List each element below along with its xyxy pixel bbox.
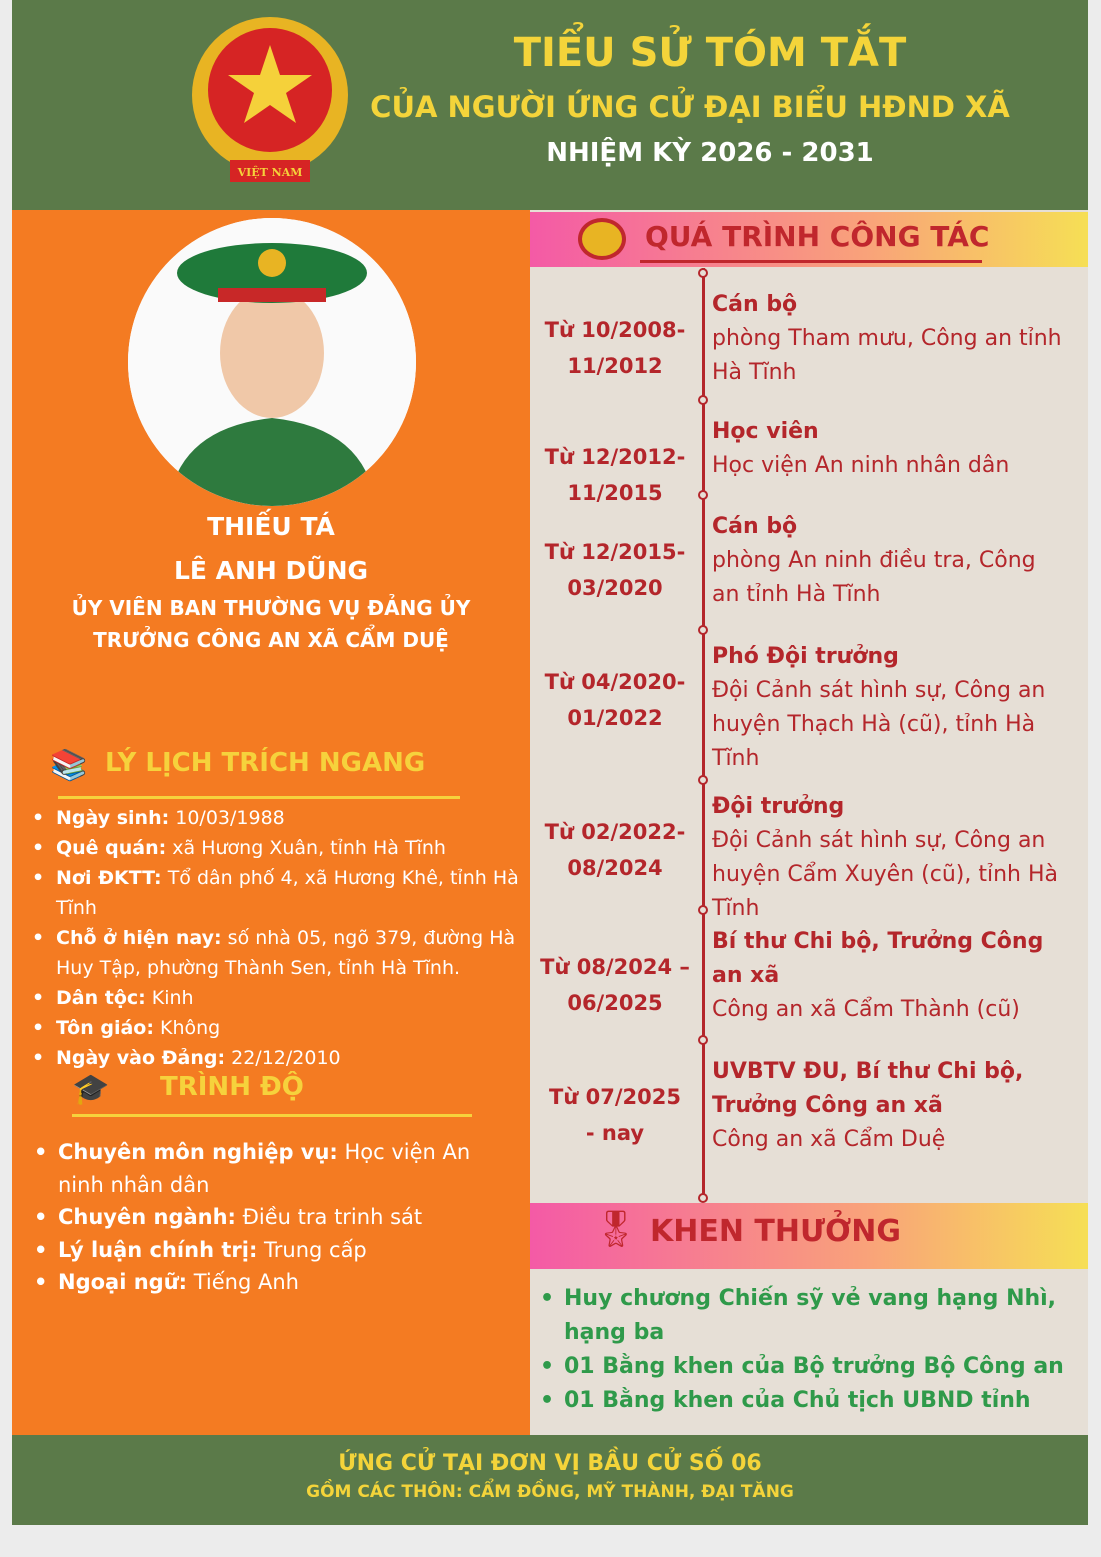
timeline-dot: [698, 775, 708, 785]
item-value: 10/03/1988: [169, 807, 285, 829]
graduation-cap-icon: 🎓: [72, 1072, 110, 1107]
divider: [640, 260, 982, 263]
item-label: Chuyên môn nghiệp vụ:: [58, 1140, 338, 1164]
item-value: số nhà 05, ngõ 379, đường Hà Huy Tập, phường Thành Sen, tỉnh Hà Tĩnh.: [56, 927, 516, 979]
divider: [58, 796, 460, 799]
career-date: [530, 814, 700, 886]
item-value: Kinh: [145, 987, 194, 1009]
item-label: Lý luận chính trị:: [58, 1237, 258, 1262]
item-value: xã Hương Xuân, tỉnh Hà Tĩnh: [166, 837, 446, 859]
list-item: [32, 1266, 502, 1299]
date-start: Từ 12/2015-: [544, 540, 686, 564]
career-org: Đội Cảnh sát hình sự, Công an huyện Cẩm Xuyên (cũ), tỉnh Hà Tĩnh: [712, 828, 1058, 921]
rank: THIẾU TÁ: [207, 512, 335, 541]
career-entry: [712, 1055, 1062, 1157]
item-value: Điều tra trinh sát: [235, 1205, 423, 1229]
list-item: [32, 1234, 502, 1267]
career-entry: [712, 640, 1062, 776]
item-label: Tôn giáo:: [56, 1017, 154, 1039]
career-entry: [712, 790, 1062, 926]
awards-title: KHEN THƯỞNG: [650, 1214, 901, 1249]
item-label: Nơi ĐKTT:: [56, 867, 162, 889]
medal-icon: 🎖: [593, 1209, 639, 1250]
date-start: Từ 02/2022-: [544, 820, 686, 844]
career-entry: [712, 925, 1062, 1027]
bio-title: LÝ LỊCH TRÍCH NGANG: [105, 748, 426, 778]
timeline-dot: [698, 905, 708, 915]
footer: [12, 1435, 1088, 1525]
career-org: Công an xã Cẩm Duệ: [712, 1127, 946, 1152]
career-entry: [712, 288, 1062, 390]
list-item: [30, 803, 525, 833]
list-item: [30, 983, 525, 1013]
date-start: Từ 12/2012-: [544, 445, 686, 469]
svg-text:VIỆT NAM: VIỆT NAM: [237, 166, 303, 179]
timeline-dot: [698, 490, 708, 500]
bio-list: [30, 803, 525, 1073]
list-item: [30, 863, 525, 923]
date-end: 11/2015: [567, 481, 663, 505]
career-date: [530, 312, 700, 384]
item-value: Tổ dân phố 4, xã Hương Khê, tỉnh Hà Tĩnh: [56, 867, 519, 919]
career-title: QUÁ TRÌNH CÔNG TÁC: [645, 220, 990, 253]
date-end: - nay: [585, 1121, 645, 1145]
title: TIỂU SỬ TÓM TẮT: [513, 30, 907, 76]
item-value: 22/12/2010: [225, 1047, 341, 1069]
footer-line-2: GỒM CÁC THÔN: CẨM ĐỒNG, MỸ THÀNH, ĐẠI TĂNG: [306, 1482, 794, 1502]
career-role: Cán bộ: [712, 514, 798, 539]
award-item: • 01 Bằng khen của Chủ tịch UBND tỉnh: [532, 1384, 1082, 1418]
item-label: Quê quán:: [56, 837, 167, 859]
date-end: 03/2020: [567, 576, 663, 600]
date-end: 08/2024: [567, 856, 663, 880]
list-item: [30, 1013, 525, 1043]
career-date: [530, 439, 700, 511]
timeline-dot: [698, 625, 708, 635]
career-org: Công an xã Cẩm Thành (cũ): [712, 997, 1020, 1022]
career-entry: [712, 415, 1062, 483]
subtitle: CỦA NGƯỜI ỨNG CỬ ĐẠI BIỂU HĐND XÃ: [370, 90, 1010, 124]
education-list: [32, 1136, 502, 1299]
date-end: 11/2012: [567, 354, 663, 378]
item-label: Dân tộc:: [56, 987, 146, 1009]
award-item: • Huy chương Chiến sỹ vẻ vang hạng Nhì, hạng ba: [532, 1282, 1082, 1350]
career-role: Phó Đội trưởng: [712, 644, 899, 669]
footer-line-1: ỨNG CỬ TẠI ĐƠN VỊ BẦU CỬ SỐ 06: [338, 1451, 762, 1476]
education-title: TRÌNH ĐỘ: [160, 1072, 304, 1102]
timeline-dot: [698, 268, 708, 278]
books-icon: 📚: [50, 748, 88, 783]
date-start: Từ 10/2008-: [544, 318, 686, 342]
item-value: Trung cấp: [257, 1237, 367, 1262]
item-label: Ngoại ngữ:: [58, 1270, 188, 1294]
item-value: Học viện An ninh nhân dân: [58, 1140, 471, 1197]
item-label: Ngày vào Đảng:: [56, 1047, 226, 1069]
divider: [72, 1114, 472, 1117]
police-badge-icon: [578, 218, 626, 260]
list-item: [30, 833, 525, 863]
career-role: Bí thư Chi bộ, Trưởng Công an xã: [712, 929, 1044, 988]
item-label: Ngày sinh:: [56, 807, 170, 829]
position-1: ỦY VIÊN BAN THƯỜNG VỤ ĐẢNG ỦY: [71, 596, 471, 620]
list-item: [32, 1136, 502, 1201]
list-item: [32, 1201, 502, 1234]
career-date: [530, 1079, 700, 1151]
awards-list: [532, 1282, 1082, 1418]
date-start: Từ 07/2025: [549, 1085, 681, 1109]
candidate-photo: [128, 218, 416, 506]
timeline-dot: [698, 1035, 708, 1045]
date-start: Từ 04/2020-: [544, 670, 686, 694]
career-org: phòng An ninh điều tra, Công an tỉnh Hà Tĩnh: [712, 548, 1036, 607]
term: NHIỆM KỲ 2026 - 2031: [546, 138, 874, 168]
timeline-dot: [698, 1193, 708, 1203]
date-end: 06/2025: [567, 991, 663, 1015]
date-end: 01/2022: [567, 706, 663, 730]
national-emblem-icon: [180, 10, 360, 190]
career-role: UVBTV ĐU, Bí thư Chi bộ, Trưởng Công an xã: [712, 1059, 1024, 1118]
career-role: Cán bộ: [712, 292, 798, 317]
item-value: Tiếng Anh: [187, 1270, 299, 1294]
career-org: phòng Tham mưu, Công an tỉnh Hà Tĩnh: [712, 326, 1062, 385]
career-date: [530, 664, 700, 736]
career-date: [530, 534, 700, 606]
award-item: • 01 Bằng khen của Bộ trưởng Bộ Công an: [532, 1350, 1082, 1384]
timeline-dot: [698, 395, 708, 405]
career-date: [530, 949, 700, 1021]
position-2: TRƯỞNG CÔNG AN XÃ CẨM DUỆ: [93, 628, 449, 652]
item-value: Không: [153, 1017, 221, 1039]
item-label: Chuyên ngành:: [58, 1205, 236, 1229]
list-item: [30, 1043, 525, 1073]
list-item: [30, 923, 525, 983]
date-start: Từ 08/2024 –: [540, 955, 690, 979]
career-entry: [712, 510, 1062, 612]
career-role: Đội trưởng: [712, 794, 845, 819]
timeline-line: [702, 268, 705, 1198]
career-org: Học viện An ninh nhân dân: [712, 453, 1010, 478]
candidate-name: LÊ ANH DŨNG: [173, 556, 369, 585]
career-role: Học viên: [712, 419, 819, 444]
item-label: Chỗ ở hiện nay:: [56, 927, 222, 949]
career-org: Đội Cảnh sát hình sự, Công an huyện Thạch Hà (cũ), tỉnh Hà Tĩnh: [712, 678, 1046, 771]
